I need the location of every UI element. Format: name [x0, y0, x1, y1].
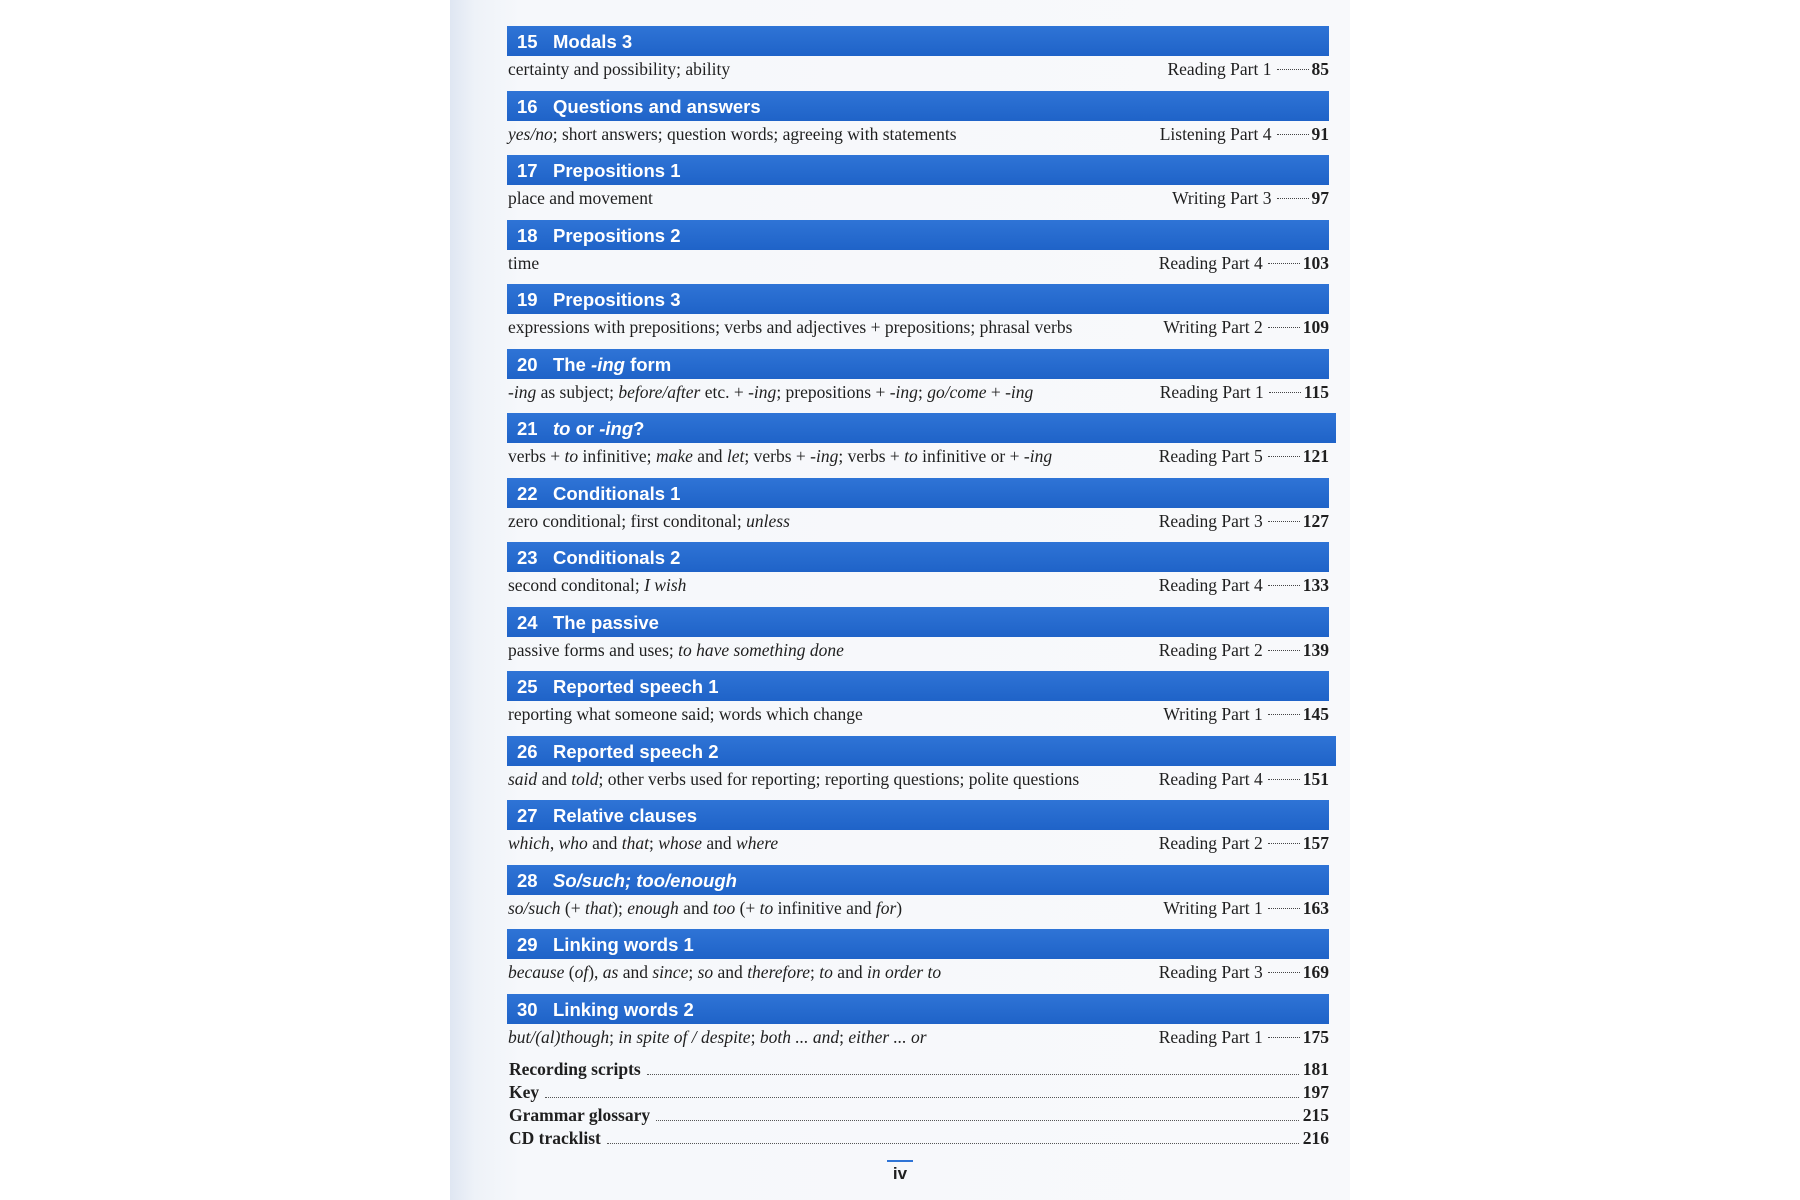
- unit-title-text: Linking words 1: [553, 934, 694, 955]
- unit-title: [553, 96, 761, 117]
- page-number: [450, 1160, 1350, 1184]
- unit-description: passive forms and uses; to have something done: [508, 639, 844, 660]
- unit-title-text: Relative clauses: [553, 805, 697, 826]
- unit-heading-bar: [507, 800, 1329, 830]
- toc-entry: [507, 155, 1329, 220]
- dot-leader: [1268, 649, 1300, 651]
- unit-detail-row: [507, 185, 1329, 212]
- unit-description: verbs + to infinitive; make and let; verbs + -ing; verbs + to infinitive or + -ing: [508, 446, 1053, 466]
- toc-entry: [507, 671, 1329, 736]
- unit-heading-bar: [507, 671, 1329, 701]
- unit-description: certainty and possibility; ability: [508, 59, 731, 79]
- unit-description: place and movement: [508, 188, 653, 208]
- toc-entry: [507, 994, 1329, 1059]
- unit-heading-bar: [507, 929, 1329, 959]
- back-matter-label: Grammar glossary: [509, 1105, 651, 1125]
- unit-number: 24: [517, 611, 538, 633]
- dot-leader: [656, 1120, 1299, 1121]
- back-matter-entry: [509, 1105, 1329, 1128]
- unit-description: but/(al)though; in spite of / despite; both ... and; either ... or: [508, 1026, 927, 1047]
- unit-title: [553, 547, 680, 568]
- unit-description: -ing as subject; before/after etc. + -ing; prepositions + -ing; go/come + -ing: [508, 381, 1034, 402]
- page-ref: 163: [1302, 897, 1329, 918]
- toc-entry: [507, 607, 1329, 672]
- toc-entry: [507, 284, 1329, 349]
- unit-heading-bar: [507, 349, 1329, 379]
- unit-title: [553, 289, 680, 310]
- exam-part-ref: [1160, 379, 1329, 406]
- unit-detail-row: [507, 379, 1329, 406]
- exam-part-ref: [1159, 637, 1329, 664]
- unit-description: expressions with prepositions; verbs and adjectives + prepositions; phrasal verbs: [508, 317, 1073, 337]
- exam-part-ref: [1163, 314, 1329, 341]
- unit-number: 23: [517, 547, 538, 568]
- exam-part-ref: [1159, 508, 1329, 535]
- unit-number: 22: [517, 482, 538, 504]
- back-matter-label: Recording scripts: [509, 1059, 641, 1079]
- dot-leader: [1268, 455, 1300, 457]
- exam-part-label: Reading Part 2: [1158, 833, 1263, 853]
- folio-label: iv: [887, 1160, 913, 1184]
- exam-part-label: Reading Part 5: [1158, 446, 1263, 466]
- exam-part-ref: [1159, 572, 1329, 599]
- page-ref: 216: [1302, 1128, 1329, 1148]
- page-ref: 175: [1302, 1026, 1329, 1047]
- page-ref: 103: [1302, 252, 1329, 273]
- exam-part-ref: [1163, 701, 1329, 728]
- unit-number: 29: [517, 934, 538, 955]
- unit-title-italic: -ing: [591, 353, 625, 375]
- unit-detail-row: [507, 121, 1329, 148]
- unit-title-text: Conditionals 1: [553, 482, 681, 504]
- unit-heading-bar: [507, 26, 1329, 56]
- toc-entry: [507, 800, 1329, 865]
- unit-detail-row: [507, 830, 1329, 857]
- dot-leader: [1268, 971, 1300, 973]
- page-ref: 139: [1302, 639, 1329, 660]
- exam-part-ref: [1167, 56, 1329, 83]
- unit-title-text: Prepositions 2: [553, 224, 681, 246]
- toc-entry: [507, 26, 1329, 91]
- unit-heading-bar: [507, 413, 1336, 443]
- table-of-contents: [507, 26, 1329, 1058]
- dot-leader: [545, 1097, 1299, 1098]
- exam-part-label: Writing Part 3: [1172, 188, 1272, 208]
- dot-leader: [1277, 197, 1309, 199]
- unit-heading-bar: [507, 91, 1329, 121]
- exam-part-ref: [1160, 121, 1329, 148]
- unit-number: 16: [517, 95, 538, 117]
- toc-entry: [507, 736, 1329, 801]
- toc-entry: [507, 220, 1329, 285]
- back-matter-entry: [509, 1059, 1329, 1082]
- exam-part-label: Writing Part 2: [1163, 317, 1263, 337]
- unit-title: [553, 225, 680, 246]
- unit-description: said and told; other verbs used for reporting; reporting questions; polite questions: [508, 768, 1080, 789]
- unit-description: second conditonal; I wish: [508, 575, 687, 595]
- unit-detail-row: [507, 766, 1329, 793]
- page-ref: 181: [1302, 1059, 1329, 1079]
- unit-detail-row: [507, 443, 1329, 470]
- unit-number: 26: [517, 740, 538, 762]
- page-ref: 85: [1311, 59, 1329, 79]
- unit-title-text: Reported speech 2: [553, 740, 719, 762]
- unit-number: 18: [517, 224, 538, 246]
- exam-part-ref: [1159, 959, 1329, 986]
- toc-entry: [507, 91, 1329, 156]
- unit-detail-row: [507, 637, 1329, 664]
- exam-part-ref: [1159, 830, 1329, 857]
- dot-leader: [1268, 326, 1300, 328]
- dot-leader: [1268, 907, 1300, 909]
- unit-number: 20: [517, 353, 538, 375]
- page-ref: 91: [1311, 123, 1329, 144]
- unit-title: [553, 870, 737, 891]
- back-matter-label: Key: [509, 1082, 540, 1102]
- unit-number: 15: [517, 31, 538, 52]
- exam-part-ref: [1172, 185, 1329, 212]
- book-page: [450, 0, 1350, 1200]
- unit-heading-bar: [507, 155, 1329, 185]
- unit-heading-bar: [507, 478, 1329, 508]
- unit-heading-bar: [507, 284, 1329, 314]
- exam-part-label: Reading Part 2: [1158, 639, 1263, 660]
- dot-leader: [1269, 391, 1301, 393]
- dot-leader: [1268, 262, 1300, 264]
- toc-entry: [507, 865, 1329, 930]
- unit-detail-row: [507, 508, 1329, 535]
- unit-title-text: Reported speech 1: [553, 676, 719, 697]
- unit-detail-row: [507, 250, 1329, 277]
- unit-title-text: Conditionals 2: [553, 547, 681, 568]
- unit-detail-row: [507, 959, 1329, 986]
- unit-title: [553, 418, 644, 439]
- toc-entry: [507, 413, 1329, 478]
- page-ref: 151: [1302, 768, 1329, 789]
- unit-title-text: The passive: [553, 611, 659, 633]
- exam-part-label: Writing Part 1: [1163, 897, 1263, 918]
- unit-heading-bar: [507, 736, 1336, 766]
- exam-part-label: Reading Part 4: [1158, 768, 1263, 789]
- unit-title: [553, 483, 680, 504]
- unit-title: [553, 805, 697, 826]
- unit-detail-row: [507, 895, 1329, 922]
- exam-part-ref: [1159, 766, 1329, 793]
- unit-description: because (of), as and since; so and therefore; to and in order to: [508, 962, 942, 982]
- dot-leader: [1268, 778, 1300, 780]
- unit-title: [553, 160, 680, 181]
- unit-heading-bar: [507, 994, 1329, 1024]
- unit-description: so/such (+ that); enough and too (+ to infinitive and for): [508, 897, 903, 918]
- unit-title-text: Modals 3: [553, 31, 633, 52]
- unit-title: [553, 31, 632, 52]
- dot-leader: [1277, 68, 1309, 70]
- unit-title: [553, 741, 719, 762]
- page-ref: 121: [1302, 446, 1329, 466]
- unit-title: [553, 612, 659, 633]
- exam-part-label: Reading Part 3: [1158, 510, 1263, 531]
- unit-title-text: Prepositions 1: [553, 160, 681, 181]
- exam-part-ref: [1159, 1024, 1329, 1051]
- unit-description: reporting what someone said; words which change: [508, 704, 863, 724]
- page-ref: 215: [1302, 1105, 1329, 1125]
- unit-title-text: The: [553, 353, 592, 375]
- unit-title: [553, 354, 671, 375]
- unit-detail-row: [507, 572, 1329, 599]
- toc-entry: [507, 478, 1329, 543]
- unit-heading-bar: [507, 220, 1329, 250]
- page-ref: 169: [1302, 962, 1329, 982]
- unit-heading-bar: [507, 542, 1329, 572]
- unit-number: 21: [517, 418, 538, 439]
- unit-number: 19: [517, 289, 538, 310]
- unit-title-text: Linking words 2: [553, 998, 694, 1020]
- page-ref: 109: [1302, 317, 1329, 337]
- page-ref: 197: [1302, 1082, 1329, 1102]
- exam-part-ref: [1159, 443, 1329, 470]
- exam-part-label: Reading Part 3: [1158, 962, 1263, 982]
- page-ref: 133: [1302, 575, 1329, 595]
- dot-leader: [607, 1143, 1299, 1144]
- unit-title: [553, 676, 719, 697]
- exam-part-ref: [1163, 895, 1329, 922]
- dot-leader: [1268, 842, 1300, 844]
- unit-title-rest: or -ing?: [570, 418, 645, 439]
- unit-title-text: Questions and answers: [553, 95, 761, 117]
- dot-leader: [1268, 584, 1300, 586]
- toc-entry: [507, 542, 1329, 607]
- unit-heading-bar: [507, 865, 1329, 895]
- exam-part-label: Reading Part 1: [1159, 381, 1264, 402]
- unit-detail-row: [507, 56, 1329, 83]
- exam-part-label: Reading Part 1: [1167, 59, 1272, 79]
- unit-heading-bar: [507, 607, 1329, 637]
- back-matter-entry: [509, 1082, 1329, 1105]
- back-matter-label: CD tracklist: [509, 1128, 601, 1148]
- toc-entry: [507, 929, 1329, 994]
- unit-title: [553, 999, 694, 1020]
- back-matter-list: [509, 1059, 1329, 1151]
- exam-part-label: Reading Part 4: [1158, 575, 1263, 595]
- back-matter-entry: [509, 1128, 1329, 1151]
- dot-leader: [1268, 520, 1300, 522]
- exam-part-label: Writing Part 1: [1163, 704, 1263, 724]
- dot-leader: [1268, 713, 1300, 715]
- unit-description: time: [508, 252, 540, 273]
- page-ref: 145: [1302, 704, 1329, 724]
- dot-leader: [647, 1074, 1299, 1075]
- unit-description: zero conditional; first conditonal; unless: [508, 510, 790, 531]
- unit-number: 27: [517, 805, 538, 826]
- unit-number: 30: [517, 998, 538, 1020]
- exam-part-ref: [1159, 250, 1329, 277]
- exam-part-label: Reading Part 4: [1158, 252, 1263, 273]
- unit-title-rest: form: [624, 353, 672, 375]
- unit-title-italic: to: [553, 418, 571, 439]
- unit-number: 25: [517, 676, 538, 697]
- exam-part-label: Listening Part 4: [1159, 123, 1272, 144]
- dot-leader: [1277, 133, 1309, 135]
- unit-number: 17: [517, 160, 538, 181]
- unit-description: yes/no; short answers; question words; agreeing with statements: [508, 123, 957, 144]
- unit-description: which, who and that; whose and where: [508, 833, 779, 853]
- unit-detail-row: [507, 1024, 1329, 1051]
- toc-entry: [507, 349, 1329, 414]
- unit-title: [553, 934, 694, 955]
- dot-leader: [1268, 1036, 1300, 1038]
- page-ref: 157: [1302, 833, 1329, 853]
- exam-part-label: Reading Part 1: [1158, 1026, 1263, 1047]
- unit-detail-row: [507, 314, 1329, 341]
- unit-title-text: Prepositions 3: [553, 289, 681, 310]
- page-ref: 97: [1311, 188, 1329, 208]
- unit-title-italic: So/such; too/enough: [553, 869, 737, 891]
- page-ref: 127: [1302, 510, 1329, 531]
- unit-detail-row: [507, 701, 1329, 728]
- unit-number: 28: [517, 869, 538, 891]
- page-ref: 115: [1303, 381, 1329, 402]
